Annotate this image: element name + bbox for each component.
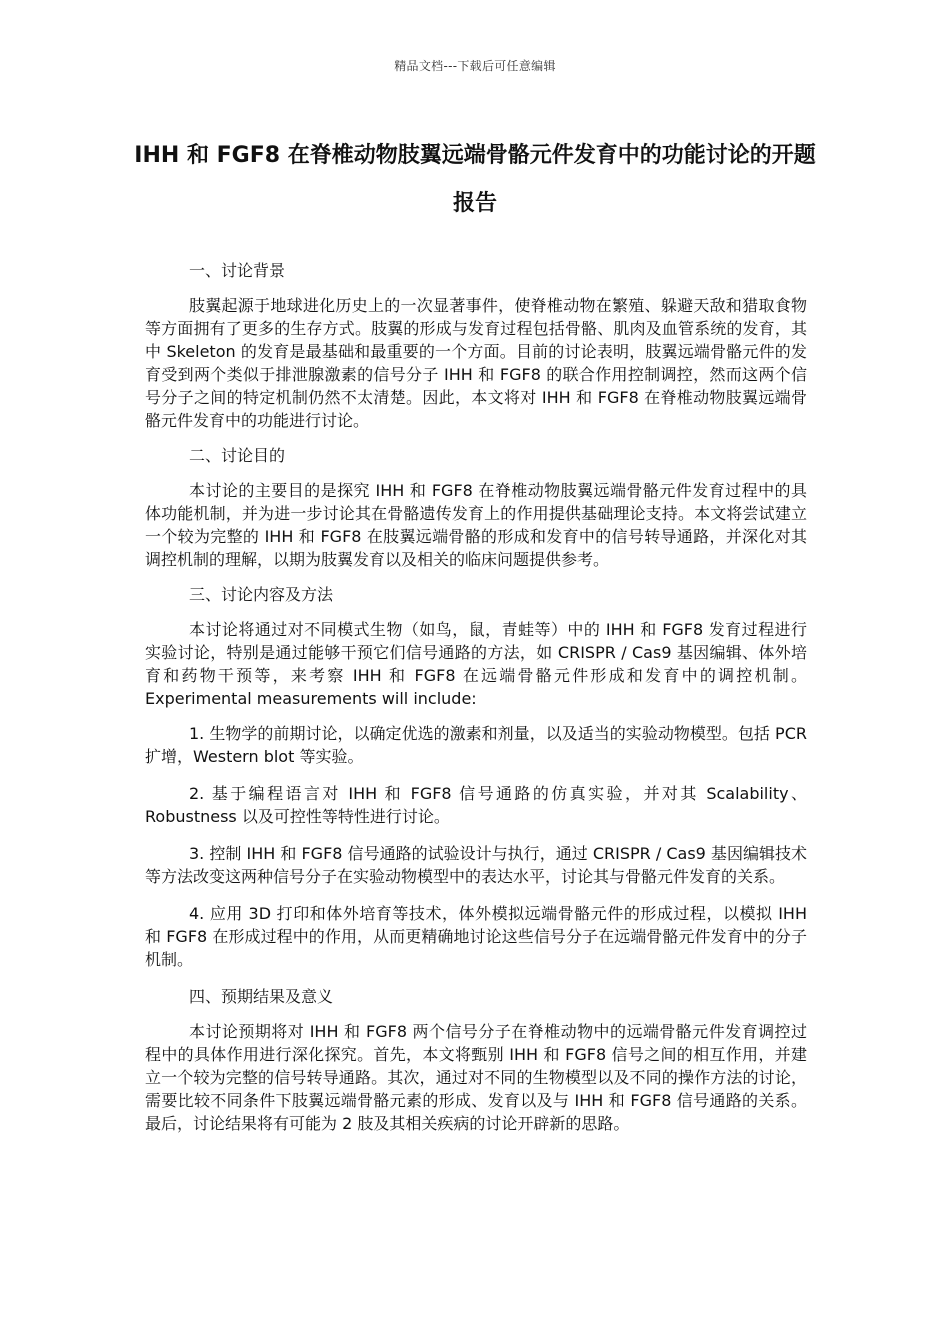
paragraph-methods: 本讨论将通过对不同模式生物（如鸟，鼠，青蛙等）中的 IHH 和 FGF8 发育过程进行实验讨论，特别是通过能够干预它们信号通路的方法，如 CRISPR / Cas9 基因编辑、体外培育和药物干预等，来考察 IHH 和 FGF8 在远端骨骼元件形成和发育中的调控机制。 Experimental measurements will include: — [145, 620, 807, 708]
paragraph-expected-results: 本讨论预期将对 IHH 和 FGF8 两个信号分子在脊椎动物中的远端骨骼元件发育调控过程中的具体作用进行深化探究。首先，本文将甄别 IHH 和 FGF8 信号之间的相互作用，并建立一个较为完整的信号转导通路。其次，通过对不同的生物模型以及不同的操作方法的讨论，需要比较不同条件下肢翼远端骨骼元素的形成、发育以及与 IHH 和 FGF8 信号通路的关系。最后，讨论结果将有可能为 2 肢及其相关疾病的讨论开辟新的思路。 — [145, 1022, 807, 1133]
page-header-watermark: 精品文档---下载后可任意编辑 — [394, 59, 556, 73]
methods-list-item-1: 1. 生物学的前期讨论，以确定优选的激素和剂量，以及适当的实验动物模型。包括 PCR 扩增，Western blot 等实验。 — [145, 724, 807, 766]
paragraph-background: 肢翼起源于地球进化历史上的一次显著事件，使脊椎动物在繁殖、躲避天敌和猎取食物等方面拥有了更多的生存方式。肢翼的形成与发育过程包括骨骼、肌肉及血管系统的发育，其中 Skeleton 的发育是最基础和最重要的一个方面。目前的讨论表明，肢翼远端骨骼元件的发育受到两个类似于排泄腺激素的信号分子 IHH 和 FGF8 的联合作用控制调控，然而这两个信号分子之间的特定机制仍然不太清楚。因此，本文将对 IHH 和 FGF8 在脊椎动物肢翼远端骨骼元件发育中的功能进行讨论。 — [145, 296, 807, 430]
methods-list-item-3: 3. 控制 IHH 和 FGF8 信号通路的试验设计与执行，通过 CRISPR / Cas9 基因编辑技术等方法改变这两种信号分子在实验动物模型中的表达水平，讨论其与骨骼元件发育的关系。 — [145, 844, 807, 886]
document-title: IHH 和 FGF8 在脊椎动物肢翼远端骨骼元件发育中的功能讨论的开题报告 — [134, 143, 816, 216]
section-heading-background: 一、讨论背景 — [189, 261, 286, 280]
section-heading-purpose: 二、讨论目的 — [189, 446, 286, 465]
methods-list-item-4: 4. 应用 3D 打印和体外培育等技术，体外模拟远端骨骼元件的形成过程，以模拟 IHH 和 FGF8 在形成过程中的作用，从而更精确地讨论这些信号分子在远端骨骼元件发育中的分子机制。 — [145, 904, 807, 969]
document-body — [145, 259, 807, 1147]
section-heading-methods: 三、讨论内容及方法 — [189, 585, 334, 604]
methods-list-item-2: 2. 基于编程语言对 IHH 和 FGF8 信号通路的仿真实验，并对其 Scalability、Robustness 以及可控性等特性进行讨论。 — [145, 784, 807, 826]
section-heading-expected-results: 四、预期结果及意义 — [189, 987, 334, 1006]
paragraph-purpose: 本讨论的主要目的是探究 IHH 和 FGF8 在脊椎动物肢翼远端骨骼元件发育过程中的具体功能机制，并为进一步讨论其在骨骼遗传发育上的作用提供基础理论支持。本文将尝试建立一个较为完整的 IHH 和 FGF8 在肢翼远端骨骼的形成和发育中的信号转导通路，并深化对其调控机制的理解，以期为肢翼发育以及相关的临床问题提供参考。 — [145, 481, 807, 569]
